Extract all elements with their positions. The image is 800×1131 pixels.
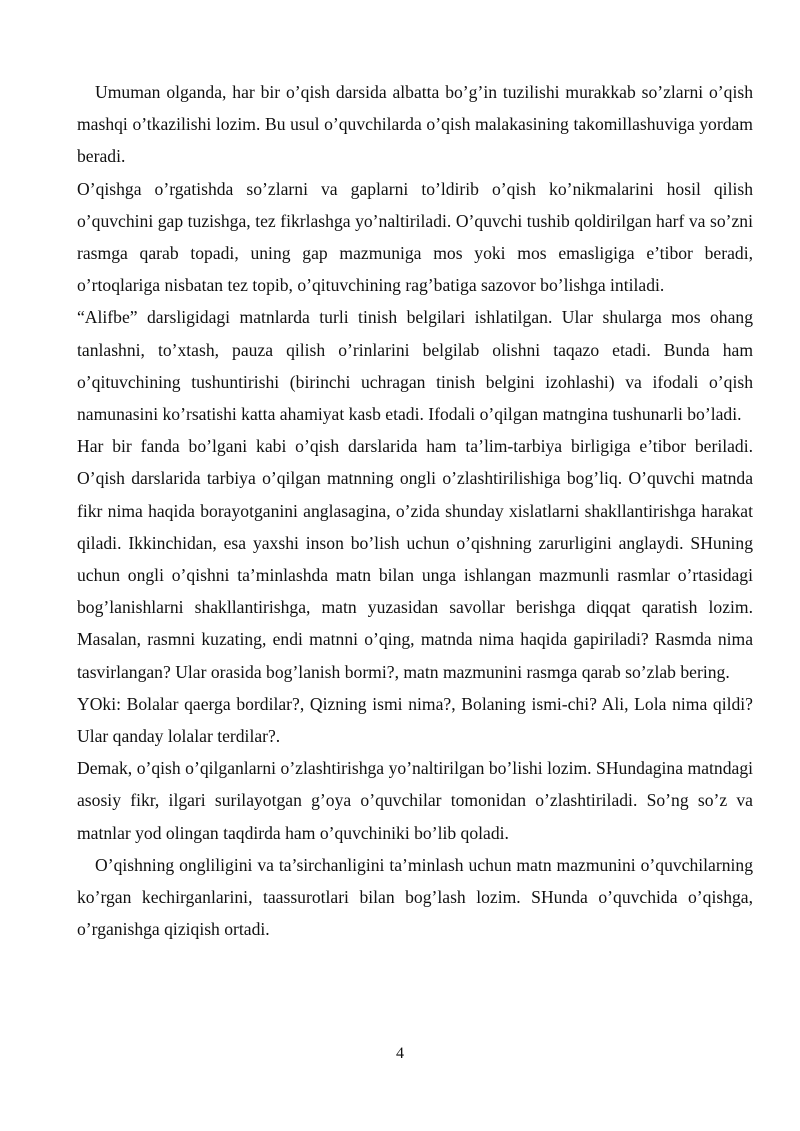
- paragraph: Umuman olganda, har bir o’qish darsida albatta bo’g’in tuzilishi murakkab so’zlarni o’qish mashqi o’tkazilishi lozim. Bu usul o’quvchilarda o’qish malakasining takomillashuviga yordam beradi.: [77, 82, 753, 167]
- page-number: 4: [396, 1045, 404, 1062]
- paragraph: “Alifbe” darsligidagi matnlarda turli tinish belgilari ishlatilgan. Ular shularga mos ohang tanlashni, to’xtash, pauza qilish o’rinlarini belgilab olishni taqazo etadi. Bunda ham o’qituvchining tushuntirishi (birinchi uchragan tinish belgini izohlashi) va ifodali o’qish namunasini ko’rsatishi katta ahamiyat kasb etadi. Ifodali o’qilgan matngina tushunarli bo’ladi.: [77, 307, 753, 425]
- document-body: [77, 76, 753, 945]
- paragraph: O’qishning ongliligini va ta’sirchanligini ta’minlash uchun matn mazmunini o’quvchilarning ko’rgan kechirganlarini, taassurotlari bilan bog’lash lozim. SHunda o’quvchida o’qishga, o’rganishga qiziqish ortadi.: [77, 854, 753, 940]
- paragraph: Demak, o’qish o’qilganlarni o’zlashtirishga yo’naltirilgan bo’lishi lozim. SHundagina matndagi asosiy fikr, ilgari surilayotgan g’oya o’quvchilar tomonidan o’zlashtiriladi. So’ng so’z va matnlar yod olingan taqdirda ham o’quvchiniki bo’lib qoladi.: [77, 758, 753, 843]
- paragraph: O’qishga o’rgatishda so’zlarni va gaplarni to’ldirib o’qish ko’nikmalarini hosil qilish o’quvchini gap tuzishga, tez fikrlashga yo’naltiriladi. O’quvchi tushib qoldirilgan harf va so’zni rasmga qarab topadi, uning gap mazmuniga mos yoki mos emasligiga e’tibor beradi, o’rtoqlariga nisbatan tez topib, o’qituvchining rag’batiga sazovor bo’lishga intiladi.: [77, 178, 753, 296]
- paragraph: YOki: Bolalar qaerga bordilar?, Qizning ismi nima?, Bolaning ismi-chi? Ali, Lola nima qildi? Ular qanday lolalar terdilar?.: [77, 693, 753, 747]
- paragraph: Har bir fanda bo’lgani kabi o’qish darslarida ham ta’lim-tarbiya birligiga e’tibor beriladi. O’qish darslarida tarbiya o’qilgan matnning ongli o’zlashtirilishiga bog’liq. O’quvchi matnda fikr nima haqida borayotganini anglasagina, o’zida shunday xislatlarni shakllantirishga harakat qiladi. Ikkinchidan, esa yaxshi inson bo’lish uchun o’qishning zarurligini anglaydi. SHuning uchun ongli o’qishni ta’minlashda matn bilan unga ishlangan mazmunli rasmlar o’rtasidagi bog’lanishlarni shakllantirishga, matn yuzasidan savollar berishga diqqat qaratish lozim. Masalan, rasmni kuzating, endi matnni o’qing, matnda nima haqida gapiriladi? Rasmda nima tasvirlangan? Ular orasida bog’lanish bormi?, matn mazmunini rasmga qarab so’zlab bering.: [77, 436, 753, 682]
